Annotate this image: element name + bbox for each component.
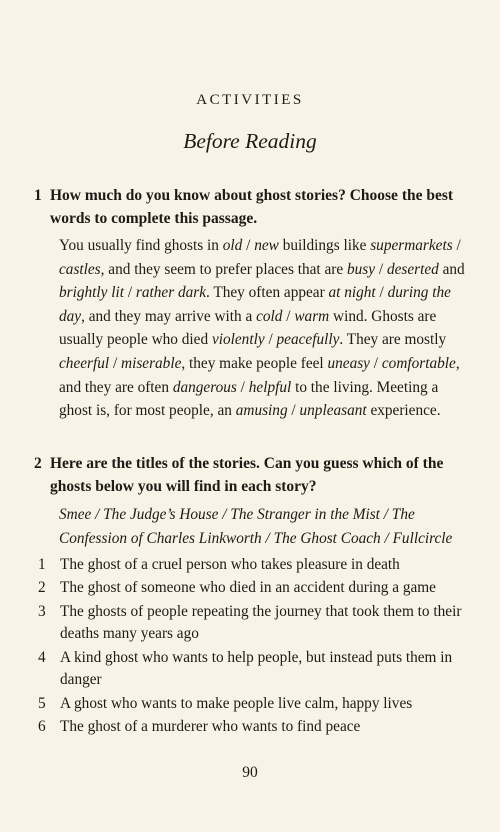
passage-text: / bbox=[452, 237, 461, 254]
passage-text: / bbox=[124, 284, 136, 302]
passage-text: / bbox=[287, 402, 300, 420]
passage-text: experience. bbox=[366, 402, 441, 420]
passage-text: . They are mostly bbox=[339, 331, 447, 349]
word-choice: violently bbox=[211, 331, 265, 349]
passage-text: , and they are often bbox=[59, 354, 460, 396]
option-number: 3 bbox=[38, 602, 46, 620]
passage-text: . They often appear bbox=[206, 284, 329, 302]
word-choice: deserted bbox=[386, 260, 439, 278]
word-choice: warm bbox=[294, 307, 330, 325]
passage-text: / bbox=[109, 354, 122, 372]
question-text: How much do you know about ghost stories? Choose the best words to complete this passage. bbox=[50, 187, 454, 227]
passage-text: and bbox=[438, 260, 465, 278]
question-text: Here are the titles of the stories. Can you guess which of the ghosts below you will find in each story? bbox=[50, 455, 444, 495]
word-choice: unpleasant bbox=[299, 402, 367, 420]
word-choice: amusing bbox=[235, 402, 288, 420]
option-text: The ghost of a murderer who wants to find peace bbox=[60, 718, 361, 736]
passage-text: You usually find ghosts in bbox=[59, 237, 223, 254]
word-choice: dangerous bbox=[172, 378, 237, 396]
passage-text: buildings like bbox=[278, 237, 371, 254]
word-choice: supermarkets bbox=[370, 237, 453, 254]
word-choice: castles bbox=[59, 260, 101, 278]
passage-text: , and they may arrive with a bbox=[81, 307, 257, 325]
word-choice: uneasy bbox=[327, 354, 370, 372]
word-choice: comfortable bbox=[381, 354, 456, 372]
passage-text: / bbox=[375, 284, 388, 302]
list-item bbox=[38, 693, 478, 716]
word-choice: during the day bbox=[59, 284, 451, 325]
option-text: A ghost who wants to make people live calm, happy lives bbox=[60, 694, 413, 712]
passage-paragraph bbox=[59, 234, 471, 423]
question-2 bbox=[34, 452, 474, 498]
option-number: 2 bbox=[38, 579, 46, 597]
passage-text: / bbox=[282, 307, 295, 325]
passage-text: / bbox=[242, 237, 255, 254]
option-text: A kind ghost who wants to help people, but instead puts them in danger bbox=[60, 648, 453, 689]
list-item bbox=[38, 554, 478, 577]
section-subtitle: Before Reading bbox=[183, 129, 317, 153]
list-item bbox=[38, 716, 478, 739]
word-choice: cheerful bbox=[59, 354, 110, 372]
word-choice: old bbox=[222, 237, 243, 254]
option-number: 6 bbox=[38, 718, 46, 736]
passage-text: , they make people feel bbox=[181, 354, 328, 372]
option-text: The ghost of a cruel person who takes pleasure in death bbox=[60, 556, 400, 573]
word-choice: peacefully bbox=[276, 331, 340, 349]
word-choice: helpful bbox=[248, 378, 292, 396]
passage-text: / bbox=[236, 378, 249, 396]
passage-text: / bbox=[369, 354, 382, 372]
option-number: 4 bbox=[38, 648, 46, 666]
option-number: 5 bbox=[38, 694, 46, 712]
question-number: 2 bbox=[34, 455, 42, 472]
word-choice: at night bbox=[328, 284, 376, 302]
list-item bbox=[38, 577, 478, 600]
story-titles: Smee / The Judge’s House / The Stranger in the Mist / The Confession of Charles Linkworth / The Ghost Coach / Fullcircle bbox=[59, 506, 453, 547]
ghost-options-list bbox=[38, 554, 478, 739]
option-text: The ghosts of people repeating the journey that took them to their deaths many years ago bbox=[60, 602, 462, 643]
passage-text: to the living. Meeting a ghost is, for most people, an bbox=[59, 378, 439, 420]
option-number: 1 bbox=[38, 556, 46, 573]
passage-text: , and they seem to prefer places that are bbox=[100, 260, 347, 278]
word-choice: rather dark bbox=[135, 284, 207, 302]
page-number: 90 bbox=[242, 764, 258, 781]
word-choice: brightly lit bbox=[59, 284, 125, 302]
passage-text: / bbox=[264, 331, 277, 349]
word-choice: busy bbox=[346, 260, 376, 278]
list-item bbox=[38, 601, 478, 647]
passage-text: wind. Ghosts are usually people who died bbox=[59, 307, 437, 349]
word-choice: new bbox=[254, 237, 279, 254]
section-heading: ACTIVITIES bbox=[196, 92, 304, 108]
question-number: 1 bbox=[34, 187, 42, 204]
option-text: The ghost of someone who died in an accident during a game bbox=[60, 579, 436, 597]
passage-text: / bbox=[375, 260, 387, 278]
word-choice: cold bbox=[256, 307, 283, 325]
list-item bbox=[38, 647, 478, 693]
question-1 bbox=[34, 184, 474, 230]
word-choice: miserable bbox=[121, 354, 182, 372]
